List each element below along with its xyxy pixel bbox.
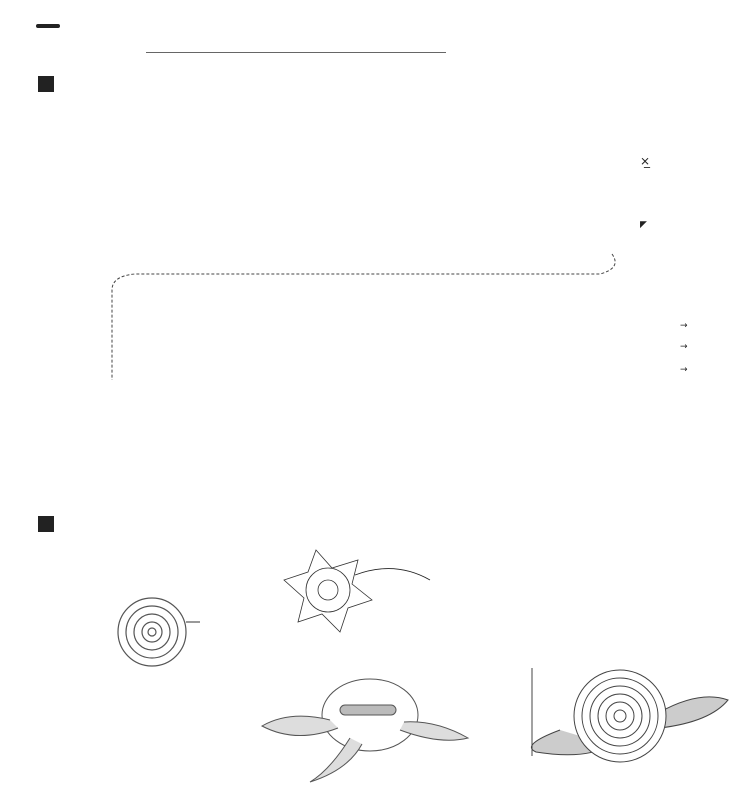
- back-view-illustration: [262, 679, 468, 782]
- front-view-flower-icon: [118, 598, 186, 666]
- cut-arrow-icon: ◤: [640, 220, 647, 230]
- row-1: →: [680, 365, 688, 375]
- section2-heading: [38, 516, 60, 536]
- row-3: →: [680, 321, 688, 331]
- pin-icon: [340, 705, 396, 715]
- finished-flower-icon: [531, 670, 728, 762]
- row-2: →: [680, 342, 688, 352]
- flower-core-chart: [284, 550, 430, 632]
- petal-connector: [112, 254, 615, 380]
- suji-stitch-icon: ⨯̲: [640, 154, 651, 168]
- section2-number: [38, 516, 54, 532]
